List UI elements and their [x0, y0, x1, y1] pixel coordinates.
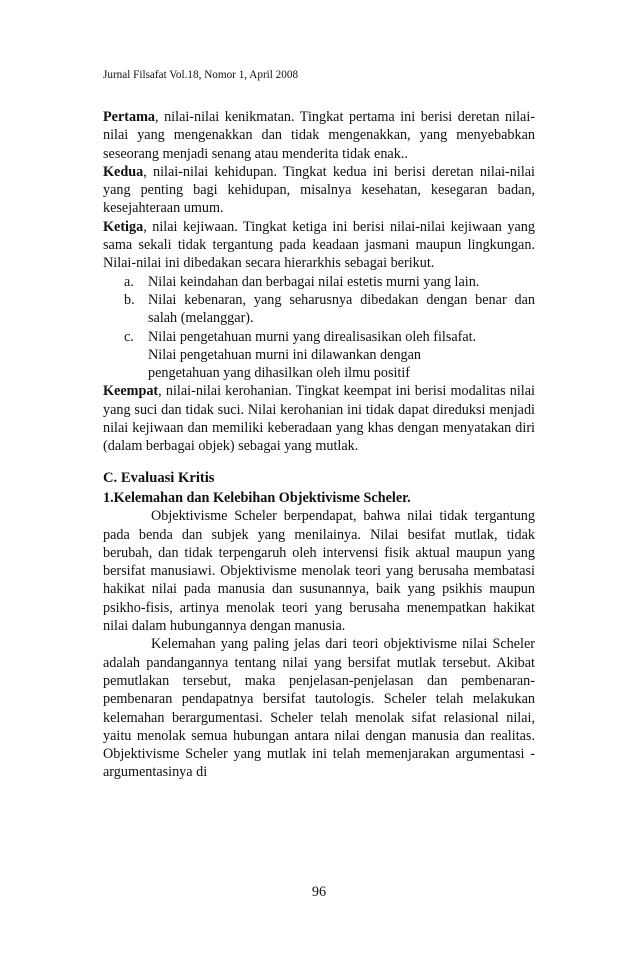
list-item-text: Nilai keindahan dan berbagai nilai estetis murni yang lain. — [148, 273, 480, 290]
paragraph-kelemahan: Kelemahan yang paling jelas dari teori objektivisme nilai Scheler adalah pandangannya tentang nilai yang bersifat mutlak tersebut. Akibat pemutlakan tersebut, maka penjelasan-penjelasan dan pembenaran-pembenaran pendapatnya bersifat tautologis. Scheler telah melakukan kelemahan berargumentasi. Scheler telah menolak sifat relasional nilai, yaitu menolak semua hubungan antara nilai dengan manusia dan realitas. Objektivisme Scheler yang mutlak ini telah memenjarakan argumentasi - argumentasinya di — [103, 636, 535, 781]
value-hierarchy-list — [103, 273, 535, 346]
list-item — [103, 328, 535, 346]
subsection-heading: 1.Kelemahan dan Kelebihan Objektivisme Scheler. — [103, 489, 411, 506]
paragraph-ketiga-text: , nilai kejiwaan. Tingkat ketiga ini berisi nilai-nilai kejiwaan yang sama sekali tidak tergantung pada keadaan jasmani maupun lingkungan. Nilai-nilai ini dibedakan secara hierarkhis sebagai berikut. — [103, 218, 535, 272]
list-marker: b. — [124, 291, 135, 308]
term-keempat: Keempat — [103, 383, 159, 400]
list-item — [103, 291, 535, 328]
paragraph-objektivisme: Objektivisme Scheler berpendapat, bahwa nilai tidak tergantung pada benda dan subjek yang menilainya. Nilai besifat mutlak, tidak berubah, dan tidak terpengaruh oleh intervensi fisik aktual maupun yang bersifat manusiawi. Objektivisme menolak teori yang berusaha membatasi hakikat nilai pada manusia dan susunannya, baik yang psikhis maupun psikho-fisis, artinya menolak teori yang berusaha menempatkan hakikat nilai dalam hubungannya dengan manusia. — [103, 508, 535, 635]
term-kedua: Kedua — [103, 163, 144, 180]
paragraph-kedua-text: , nilai-nilai kehidupan. Tingkat kedua ini berisi deretan nilai-nilai yang penting bagi kehidupan, misalnya kesehatan, kesegaran badan, kesejahteraan umum. — [103, 163, 535, 217]
list-item — [103, 273, 535, 291]
list-continuation: pengetahuan yang dihasilkan oleh ilmu positif — [148, 365, 411, 382]
paragraph-pertama — [103, 108, 535, 163]
paragraph-keempat — [103, 382, 535, 455]
paragraph-keempat-text: , nilai-nilai kerohanian. Tingkat keempat ini berisi modalitas nilai yang suci dan tidak suci. Nilai kerohanian ini tidak dapat direduksi menjadi nilai kejiwaan dan memiliki keberadaan yang khas dengan menyatakan diri (dalam berbagai objek) sebagai yang mutlak. — [103, 383, 535, 455]
list-item-text: Nilai kebenaran, yang seharusnya dibedakan dengan benar dan salah (melanggar). — [148, 291, 535, 327]
list-continuation: Nilai pengetahuan murni ini dilawankan dengan — [148, 346, 422, 363]
list-item-text: Nilai pengetahuan murni yang direalisasikan oleh filsafat. — [148, 328, 477, 345]
paragraph-pertama-text: , nilai-nilai kenikmatan. Tingkat pertama ini berisi deretan nilai-nilai yang mengenakkan dan tidak mengenakkan, yang menyebabkan seseorang menjadi senang atau menderita tidak enak.. — [103, 109, 535, 162]
running-header: Jurnal Filsafat Vol.18, Nomor 1, April 2008 — [103, 69, 299, 81]
term-pertama: Pertama — [103, 109, 155, 125]
list-marker: a. — [124, 273, 134, 290]
page-number: 96 — [311, 884, 327, 900]
list-marker: c. — [124, 328, 134, 345]
paragraph-ketiga — [103, 218, 535, 273]
paragraph-kedua — [103, 163, 535, 218]
page-body — [103, 108, 535, 782]
term-ketiga: Ketiga — [103, 218, 144, 235]
section-heading: C. Evaluasi Kritis — [103, 469, 215, 486]
